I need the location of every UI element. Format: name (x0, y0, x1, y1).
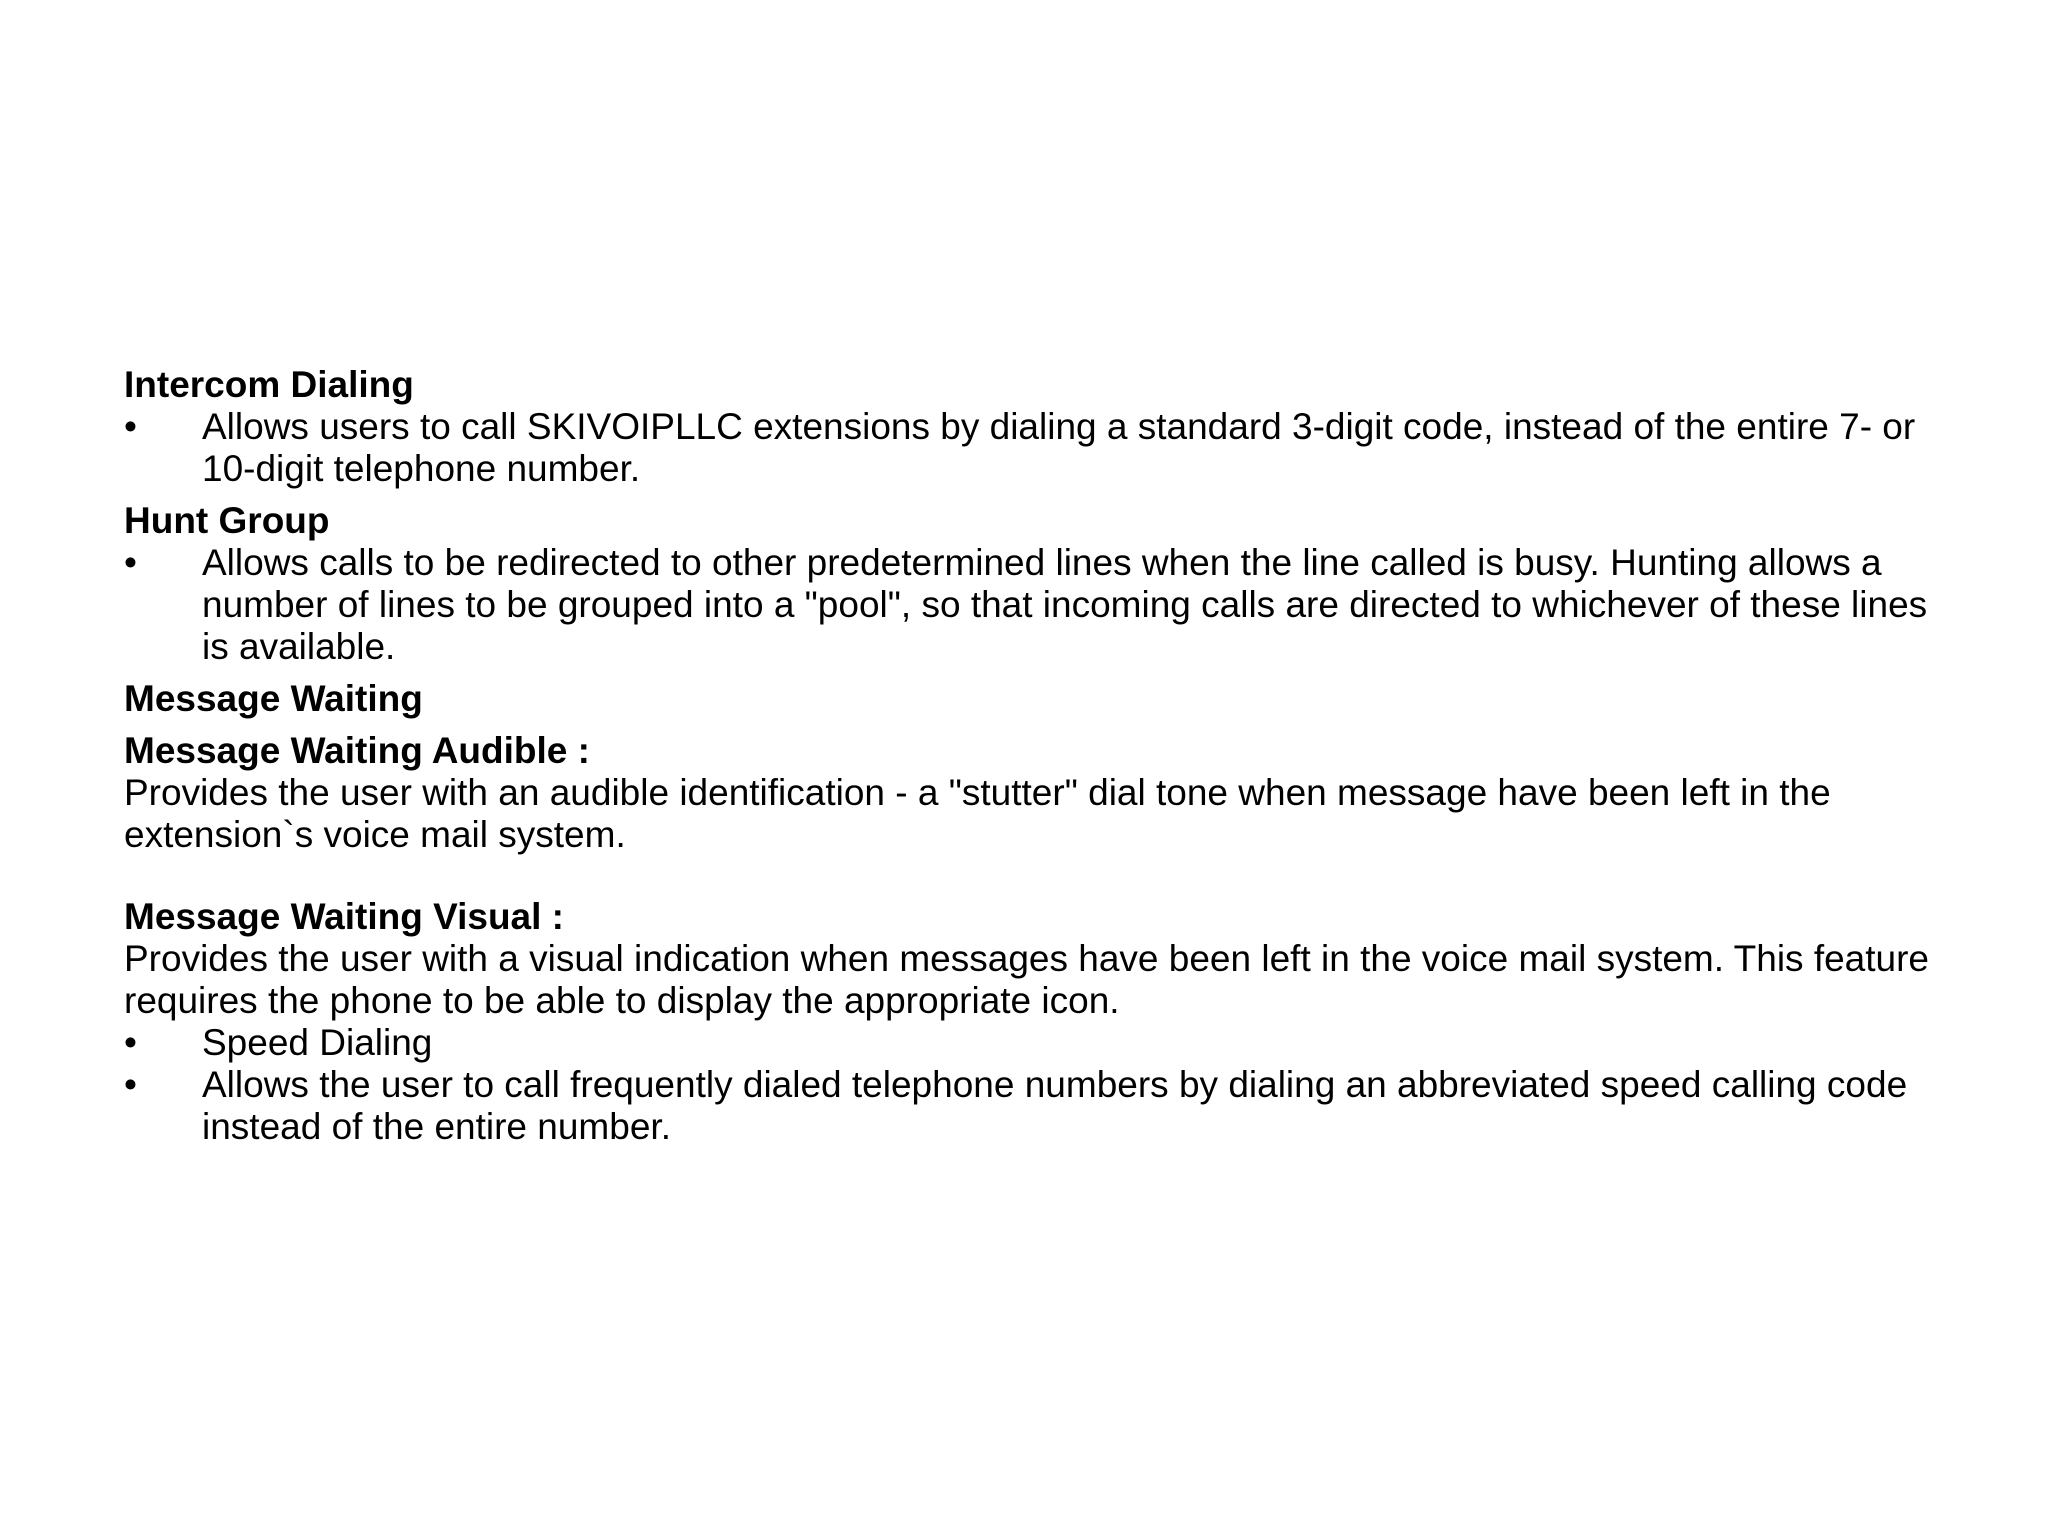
speed-dialing-bullet (124, 1022, 1954, 1064)
message-waiting-visual-text: Provides the user with a visual indication when messages have been left in the voice mail system. This feature requires the phone to be able to display the appropriate icon. (124, 938, 1930, 1021)
speed-dialing-text: Allows the user to call frequently dialed telephone numbers by dialing an abbreviated speed calling code instead of the entire number. (202, 1064, 1908, 1147)
intercom-dialing-heading: Intercom Dialing (124, 364, 414, 405)
hunt-group-heading: Hunt Group (124, 500, 330, 541)
message-waiting-visual-heading: Message Waiting Visual : (124, 896, 565, 937)
slide-content (124, 364, 1954, 1148)
hunt-group-bullet (124, 542, 1954, 668)
bullet-dot: • (124, 1022, 137, 1063)
bullet-dot: • (124, 542, 137, 583)
message-waiting-audible-heading: Message Waiting Audible : (124, 730, 590, 771)
intercom-dialing-bullet (124, 406, 1954, 490)
bullet-dot: • (124, 406, 137, 447)
message-waiting-audible-text: Provides the user with an audible identification - a "stutter" dial tone when message have been left in the extension`s voice mail system. (124, 772, 1831, 855)
intercom-dialing-text: Allows users to call SKIVOIPLLC extensions by dialing a standard 3-digit code, instead of the entire 7- or 10-digit telephone number. (202, 406, 1916, 489)
bullet-dot: • (124, 1064, 137, 1105)
speed-dialing-description-bullet (124, 1064, 1954, 1148)
speed-dialing-title: Speed Dialing (202, 1022, 433, 1063)
message-waiting-heading: Message Waiting (124, 678, 423, 719)
hunt-group-text: Allows calls to be redirected to other predetermined lines when the line called is busy. Hunting allows a number of lines to be grouped into a "pool", so that incoming calls are directed to whichever of these lines is available. (202, 542, 1928, 667)
